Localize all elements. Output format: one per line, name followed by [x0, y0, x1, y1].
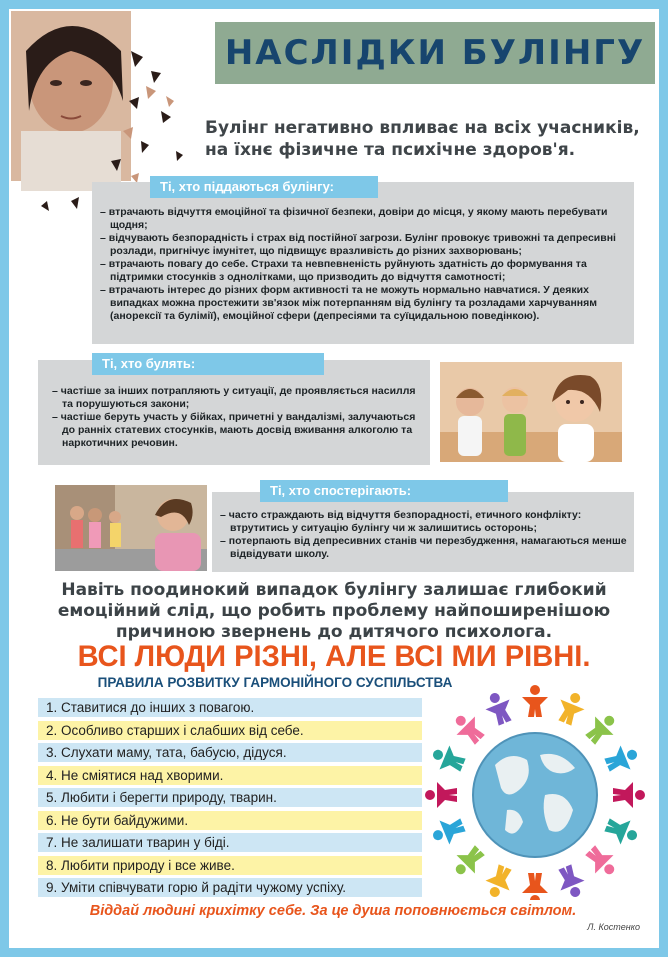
warning-text: Навіть поодинокий випадок булінгу залишає глибокий емоційний слід, що робить проблему найпоширенішою причиною звернень до дитячого психолога.	[57, 580, 611, 642]
list-item: – потерпають від депресивних станів чи перезбудження, намагаються менше відвідувати школу.	[220, 535, 630, 561]
victims-list	[100, 206, 628, 323]
list-item: – втрачають інтерес до різних форм активності та не можуть нормально навчатися. У деяких випадках можна простежити зв'язок між потерпанням від булінгу та розладами харчуванням (анорексії та булімії), емоційної сфери (депресіями та суїцидальною поведінкою).	[100, 284, 628, 323]
rule-item: 1. Ставитися до інших з повагою.	[38, 698, 422, 717]
person-figure-icon	[428, 741, 468, 777]
rule-item: 6. Не бути байдужими.	[38, 811, 422, 830]
person-figure-icon	[581, 708, 622, 749]
person-figure-icon	[522, 873, 548, 900]
list-item: – часто страждають від відчуття безпорадності, етичного конфлікту: втрутитись у ситуацію булінгу чи ж залишитись осторонь;	[220, 509, 630, 535]
person-figure-icon	[481, 862, 517, 900]
person-figure-icon	[481, 688, 517, 728]
rules-list	[38, 698, 422, 901]
person-figure-icon	[553, 688, 589, 728]
intro-text: Булінг негативно впливає на всіх учасників, на їхнє фізичне та психічне здоров'я.	[205, 118, 640, 160]
person-figure-icon	[522, 685, 548, 717]
quote-author: Л. Костенко	[587, 922, 640, 932]
list-item: – частіше беруть участь у бійках, причетні у вандалізмі, залучаються до ранніх статевих стосунків, мають досвід вживання алкоголю та наркотичних речовин.	[52, 411, 422, 450]
title-banner	[215, 22, 655, 84]
person-figure-icon	[428, 813, 468, 849]
rule-item: 9. Уміти співчувати горю й радіти чужому успіху.	[38, 878, 422, 897]
list-item: – втрачають повагу до себе. Страхи та невпевненість руйнують здатність до формування та підтримки стосунків з однолітками, що призводить до відчуття самотності;	[100, 258, 628, 284]
rule-item: 8. Любити природу і все живе.	[38, 856, 422, 875]
person-figure-icon	[553, 862, 589, 900]
list-item: – відчувають безпорадність і страх від постійної загрози. Булінг провокує тривожні та депресивні розлади, пригнічує імунітет, що підвищує вразливість до різних захворювань;	[100, 232, 628, 258]
page-title: НАСЛІДКИ БУЛІНГУ	[224, 33, 646, 73]
observers-list	[220, 509, 630, 561]
person-figure-icon	[448, 708, 489, 749]
person-figure-icon	[602, 741, 642, 777]
list-item: – частіше за інших потрапляють у ситуації, де проявляється насилля та порушуються закони;	[52, 385, 422, 411]
bullies-list	[52, 385, 422, 450]
globe-illustration	[415, 680, 655, 900]
person-figure-icon	[425, 782, 457, 808]
rules-heading: ПРАВИЛА РОЗВИТКУ ГАРМОНІЙНОГО СУСПІЛЬСТВА	[97, 675, 453, 690]
list-item: – втрачають відчуття емоційної та фізичної безпеки, довіри до місця, у якому мають перебувати щодня;	[100, 206, 628, 232]
quote-text: Віддай людині крихітку себе. За це душа поповнюється світлом.	[89, 903, 577, 919]
rule-item: 2. Особливо старших і слабших від себе.	[38, 721, 422, 740]
person-figure-icon	[602, 813, 642, 849]
rule-item: 3. Слухати маму, тата, бабусю, дідуся.	[38, 743, 422, 762]
person-figure-icon	[448, 841, 489, 882]
person-figure-icon	[581, 841, 622, 882]
person-figure-icon	[613, 782, 645, 808]
schoolgirls-photo	[55, 485, 207, 571]
rule-item: 4. Не сміятися над хворими.	[38, 766, 422, 785]
rule-item: 7. Не залишати тварин у біді.	[38, 833, 422, 852]
observers-heading: Ті, хто спостерігають:	[260, 480, 508, 502]
bullies-heading: Ті, хто булять:	[92, 353, 324, 375]
children-crying-photo	[440, 362, 622, 462]
rule-item: 5. Любити і берегти природу, тварин.	[38, 788, 422, 807]
victims-heading: Ті, хто піддаються булінгу:	[150, 176, 378, 198]
slogan: ВСІ ЛЮДИ РІЗНІ, АЛЕ ВСІ МИ РІВНІ.	[77, 640, 591, 673]
